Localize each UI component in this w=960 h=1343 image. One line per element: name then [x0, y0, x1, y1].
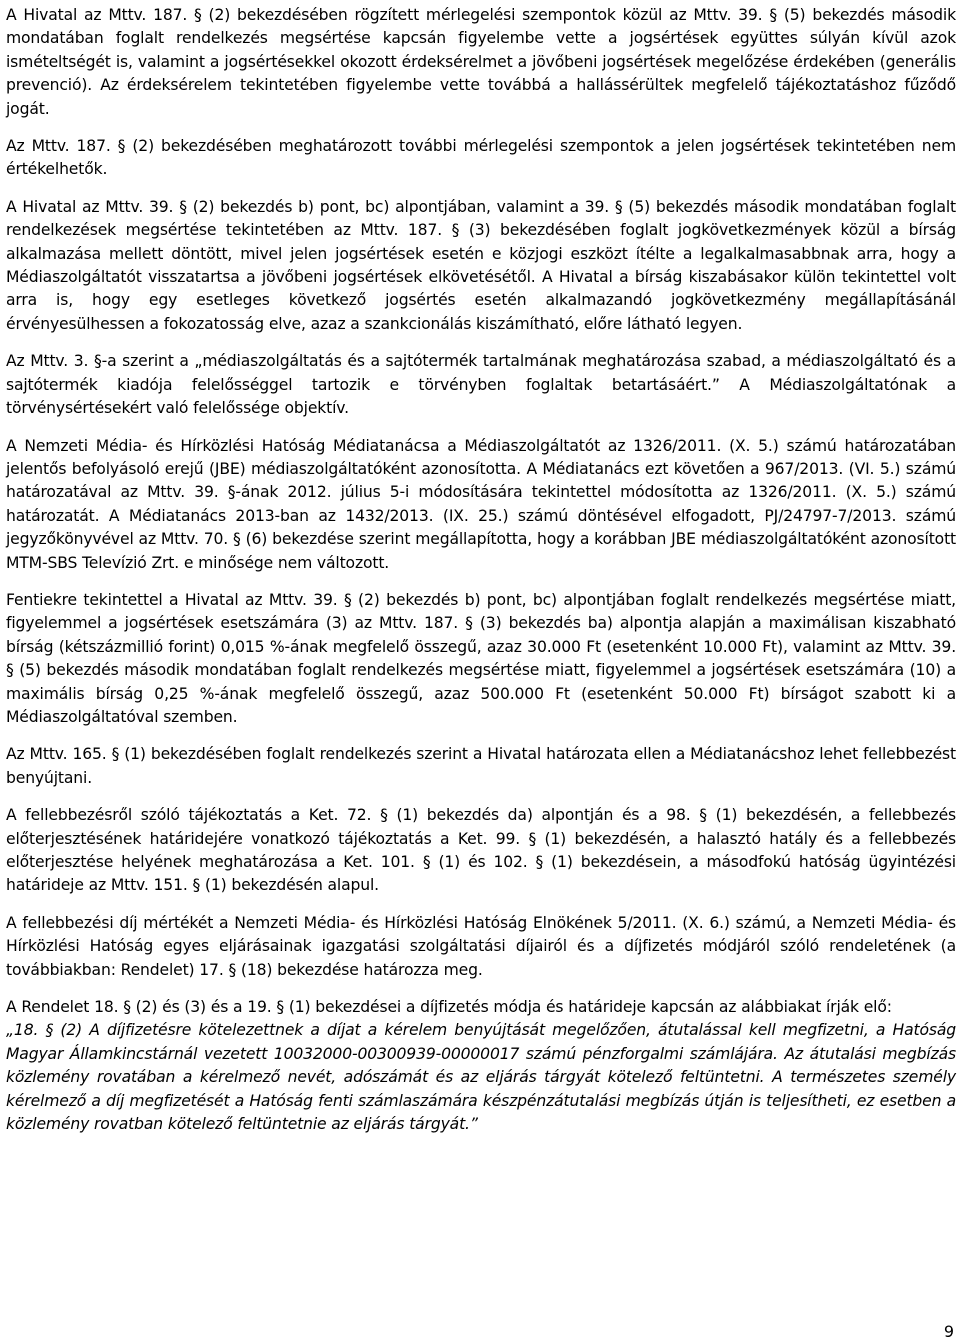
paragraph-fine-decision: A Hivatal az Mttv. 39. § (2) bekezdés b) pont, bc) alpontjában, valamint a 39. § (5) bekezdés második mondatában foglalt rendelkezések megsértése tekintetében az Mttv. 187. § (3) bekezdésében foglalt jogkövetkezmények közül a bírság alkalmazása mellett döntött, mivel jelen jogsértések esetén e közjogi eszközt ítélte a legalkalmasabbnak arra, hogy a Médiaszolgáltatót visszatartsa a jövőbeni jogsértések elkövetésétől. A Hivatal a bírság kiszabásakor külön tekintettel volt arra is, hogy egy esetleges következő jogsértés esetén alkalmazandó jogkövetkezmény megállapításánál érvényesülhessen a fokozatosság elve, azaz a szankcionálás kiszámítható, előre látható legyen. [6, 197, 956, 333]
paragraph-liability: Az Mttv. 3. §-a szerint a „médiaszolgáltatás és a sajtótermék tartalmának meghatározása szabad, a médiaszolgáltató és a sajtótermék kiadója felelősséggel tartozik e törvényben foglaltak betartásáért.” A Médiaszolgáltatónak a törvénysértésekért való felelőssége objektív. [6, 352, 956, 418]
paragraph-aggravating-factors: A Hivatal az Mttv. 187. § (2) bekezdésében rögzített mérlegelési szempontok közül az Mttv. 39. § (5) bekezdés második mondatában foglalt rendelkezés megsértése kapcsán figyelembe vette a jogsértések együttes súlyán kívül azok ismételtségét is, valamint a jogsértésekkel okozott érdeksérelmet a jövőbeni jogsértések megelőzése érdekében (generális prevenció). Az érdeksérelem tekintetében figyelembe vette továbbá a hallássérültek megfelelő tájékoztatáshoz fűződő jogát. [6, 6, 956, 118]
paragraph-appeal: Az Mttv. 165. § (1) bekezdésében foglalt rendelkezés szerint a Hivatal határozata ellen a Médiatanácshoz lehet fellebbezést benyújtani. [6, 745, 956, 787]
paragraph-other-factors: Az Mttv. 187. § (2) bekezdésében meghatározott további mérlegelési szempontok a jelen jogsértések tekintetében nem értékelhetők. [6, 137, 956, 179]
paragraph-fine-amounts: Fentiekre tekintettel a Hivatal az Mttv. 39. § (2) bekezdés b) pont, bc) alpontjában foglalt rendelkezés megsértése miatt, figyelemmel a jogsértések esetszámára (3) az Mttv. 187. § (3) bekezdés ba) alpontja alapján a maximálisan kiszabható bírság (kétszázmillió forint) 0,015 %-ának megfelelő összegű, azaz 30.000 Ft (esetenként 10.000 Ft), valamint az Mttv. 39. § (5) bekezdés második mondatában foglalt rendelkezés megsértése miatt, figyelemmel a jogsértések esetszámára (10) a maximális bírság 0,25 %-ának megfelelő összegű, azaz 500.000 Ft (esetenként 50.000 Ft) bírságot szabott ki a Médiaszolgáltatóval szemben. [6, 590, 956, 726]
paragraph-fee-payment: A Rendelet 18. § (2) és (3) és a 19. § (1) bekezdései a díjfizetés módja és határideje kapcsán az alábbiakat írják elő: [6, 998, 892, 1017]
paragraph-jbe-status: A Nemzeti Média- és Hírközlési Hatóság Médiatanácsa a Médiaszolgáltatót az 1326/2011. (X. 5.) számú határozatában jelentős befolyásoló erejű (JBE) médiaszolgáltatóként azonosította. A Médiatanács ezt követően a 967/2013. (VI. 5.) számú határozatával az Mttv. 39. §-ának 2012. július 5-i módosítására tekintettel módosította az 1326/2011. (X. 5.) számú határozatát. A Médiatanács 2013-ban az 1432/2013. (IX. 25.) számú döntésével elfogadott, PJ/24797-7/2013. számú jegyzőkönyvével az Mttv. 70. § (6) bekezdése szerint megállapította, hogy a korábban JBE médiaszolgáltatóként azonosított MTM-SBS Televízió Zrt. e minősége nem változott. [6, 436, 956, 572]
paragraph-appeal-fee: A fellebbezési díj mértékét a Nemzeti Média- és Hírközlési Hatóság Elnökének 5/2011. (X. 6.) számú, a Nemzeti Média- és Hírközlési Hatóság egyes eljárásainak igazgatási szolgáltatási díjairól és a díjfizetés módjáról szóló rendeletének (a továbbiakban: Rendelet) 17. § (18) bekezdése határozza meg. [6, 913, 956, 979]
quote-regulation: „18. § (2) A díjfizetésre kötelezettnek a díjat a kérelem benyújtását megelőzően, átutalással kell megfizetni, a Hatóság Magyar Államkincstárnál vezetett 10032000-00300939-00000017 számú pénzforgalmi számlájára. Az átutalási megbízás közlemény rovatában a kérelmező nevét, adószámát és az eljárás tárgyát kötelező feltüntetni. A természetes személy kérelmező a díj megfizetését a Hatóság fenti számlaszámára készpénzátutalási megbízás útján is teljesítheti, ez esetben a közlemény rovatban kötelező feltüntetnie az eljárás tárgyát.” [6, 1021, 956, 1134]
page-number: 9 [943, 1322, 954, 1341]
paragraph-appeal-info: A fellebbezésről szóló tájékoztatás a Ket. 72. § (1) bekezdés da) alpontján és a 98. § (1) bekezdésén, a fellebbezés előterjesztésének határidejére vonatkozó tájékoztatás a Ket. 99. § (1) bekezdésén, a halasztó hatály és a fellebbezés előterjesztése helyének meghatározása a Ket. 101. § (1) és 102. § (1) bekezdésein, a másodfokú hatóság ügyintézési határideje az Mttv. 151. § (1) bekezdésén alapul. [6, 806, 956, 895]
document-page [6, 0, 956, 1150]
